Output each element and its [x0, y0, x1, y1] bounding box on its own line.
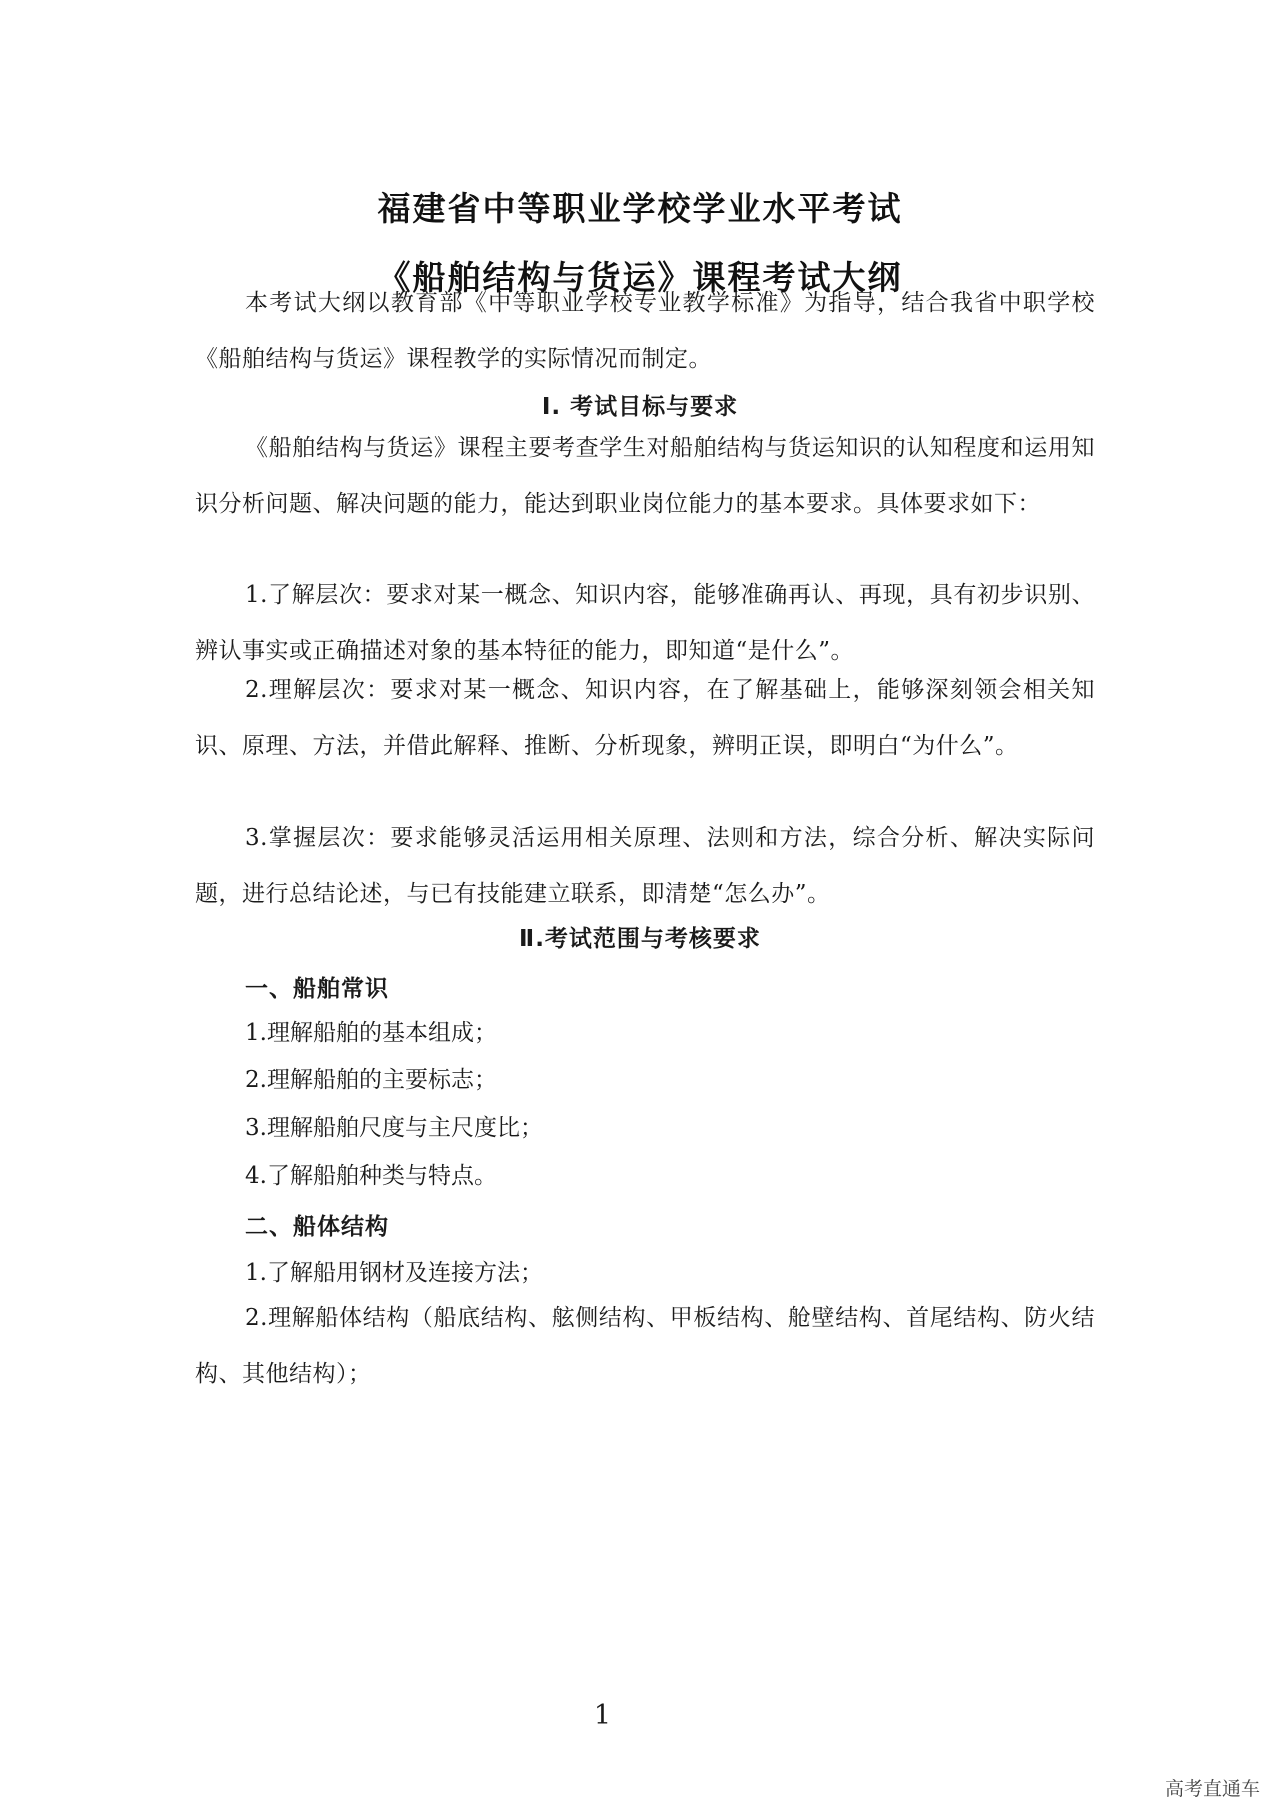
- document-title-line2: 《船舶结构与货运》课程考试大纲: [377, 258, 903, 297]
- document-title-line1: 福建省中等职业学校学业水平考试: [377, 189, 903, 228]
- part1-item: 2.理解船舶的主要标志；: [245, 1067, 497, 1093]
- level2-paragraph: 2.理解层次：要求对某一概念、知识内容，在了解基础上，能够深刻领会相关知识、原理、方法，并借此解释、推断、分析现象，辨明正误，即明白“为什么”。: [195, 677, 1095, 759]
- part1-item: 4.了解船舶种类与特点。: [245, 1163, 497, 1189]
- part1-item: 1.理解船舶的基本组成；: [245, 1020, 497, 1046]
- level1-paragraph: 1.了解层次：要求对某一概念、知识内容，能够准确再认、再现，具有初步识别、辨认事实或正确描述对象的基本特征的能力，即知道“是什么”。: [195, 582, 1095, 664]
- watermark-text: 高考直通车: [1164, 1778, 1260, 1800]
- section1-paragraph: 《船舶结构与货运》课程主要考查学生对船舶结构与货运知识的认知程度和运用知识分析问题、解决问题的能力，能达到职业岗位能力的基本要求。具体要求如下：: [195, 435, 1095, 517]
- part2-heading: 二、船体结构: [245, 1214, 389, 1240]
- section1-heading: Ⅰ. 考试目标与要求: [541, 394, 739, 420]
- part1-heading: 一、船舶常识: [245, 976, 389, 1002]
- page-number: 1: [593, 1700, 612, 1731]
- intro-paragraph: 本考试大纲以教育部《中等职业学校专业教学标准》为指导，结合我省中职学校《船舶结构与货运》课程教学的实际情况而制定。: [195, 290, 1095, 372]
- part2-item: 1.了解船用钢材及连接方法；: [245, 1260, 543, 1286]
- section2-heading: Ⅱ.考试范围与考核要求: [519, 926, 761, 952]
- part1-item: 3.理解船舶尺度与主尺度比；: [245, 1115, 543, 1141]
- level3-paragraph: 3.掌握层次：要求能够灵活运用相关原理、法则和方法，综合分析、解决实际问题，进行总结论述，与已有技能建立联系，即清楚“怎么办”。: [195, 825, 1095, 907]
- part2-item: 2.理解船体结构（船底结构、舷侧结构、甲板结构、舱壁结构、首尾结构、防火结构、其他结构）；: [195, 1305, 1095, 1387]
